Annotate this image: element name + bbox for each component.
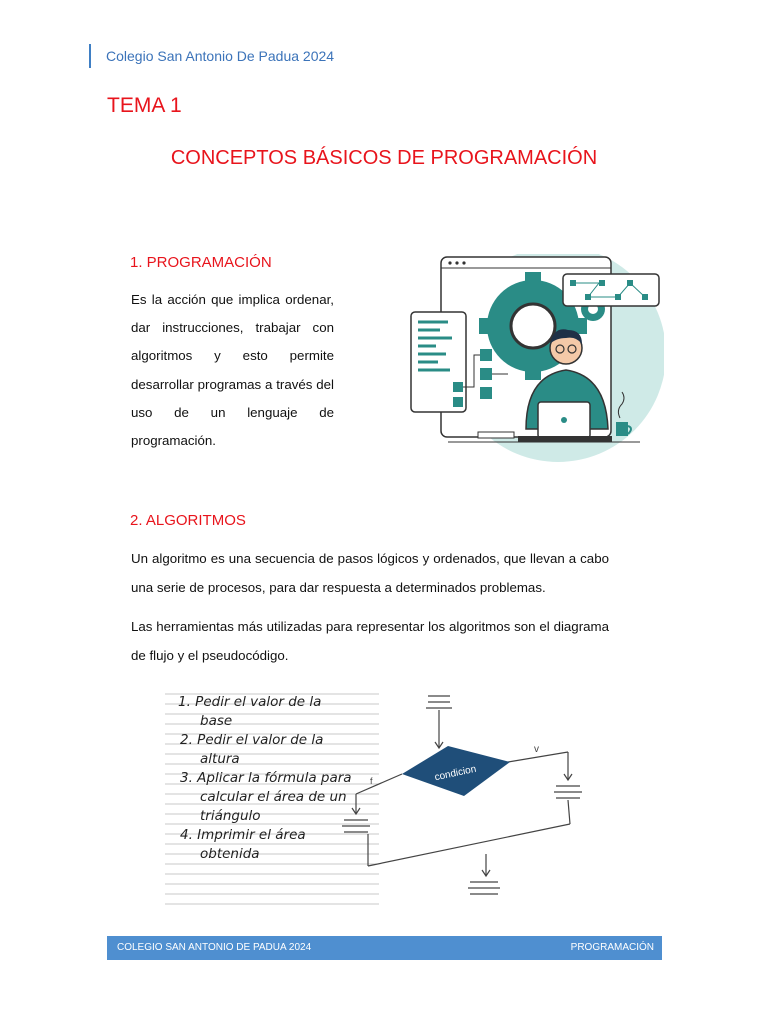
programmer-illustration: [408, 254, 664, 464]
algoritmos-paragraph-1: Un algoritmo es una secuencia de pasos lógicos y ordenados, que llevan a cabo una serie de procesos, para dar respuesta a determinados problemas.: [131, 551, 609, 595]
true-branch-label: v: [534, 744, 539, 755]
pseudocode-line: altura: [200, 751, 240, 767]
pseudocode-line: base: [200, 713, 233, 729]
pseudocode-line: 1. Pedir el valor de la: [178, 694, 322, 710]
pseudocode-line: triángulo: [200, 808, 261, 824]
false-branch-label: f: [370, 776, 373, 786]
page-title: CONCEPTOS BÁSICOS DE PROGRAMACIÓN: [170, 147, 598, 169]
pseudocode-line: obtenida: [200, 846, 260, 862]
section-heading-programacion: 1. PROGRAMACIÓN: [130, 254, 272, 271]
pseudocode-line: calcular el área de un: [200, 789, 347, 805]
decision-label: condicion: [433, 763, 478, 784]
footer-school: COLEGIO SAN ANTONIO DE PADUA 2024: [117, 942, 312, 953]
page-footer: [107, 936, 662, 960]
header-accent-bar: [89, 44, 91, 68]
pseudocode-line: 4. Imprimir el área: [180, 827, 306, 843]
flowchart-diagram: [338, 690, 598, 910]
pseudocode-line: 3. Aplicar la fórmula para: [180, 770, 352, 786]
topic-number: TEMA 1: [107, 94, 182, 117]
algoritmos-paragraph-2: Las herramientas más utilizadas para representar los algoritmos son el diagrama de flujo y el pseudocódigo.: [131, 619, 609, 663]
programacion-paragraph: Es la acción que implica ordenar, dar instrucciones, trabajar con algoritmos y esto permite desarrollar programas a través del uso de un lenguaje de programación.: [131, 292, 334, 449]
section-heading-algoritmos: 2. ALGORITMOS: [130, 512, 246, 529]
footer-subject: PROGRAMACIÓN: [570, 942, 654, 953]
pseudocode-line: 2. Pedir el valor de la: [180, 732, 324, 748]
header-school-name: Colegio San Antonio De Padua 2024: [106, 48, 335, 64]
